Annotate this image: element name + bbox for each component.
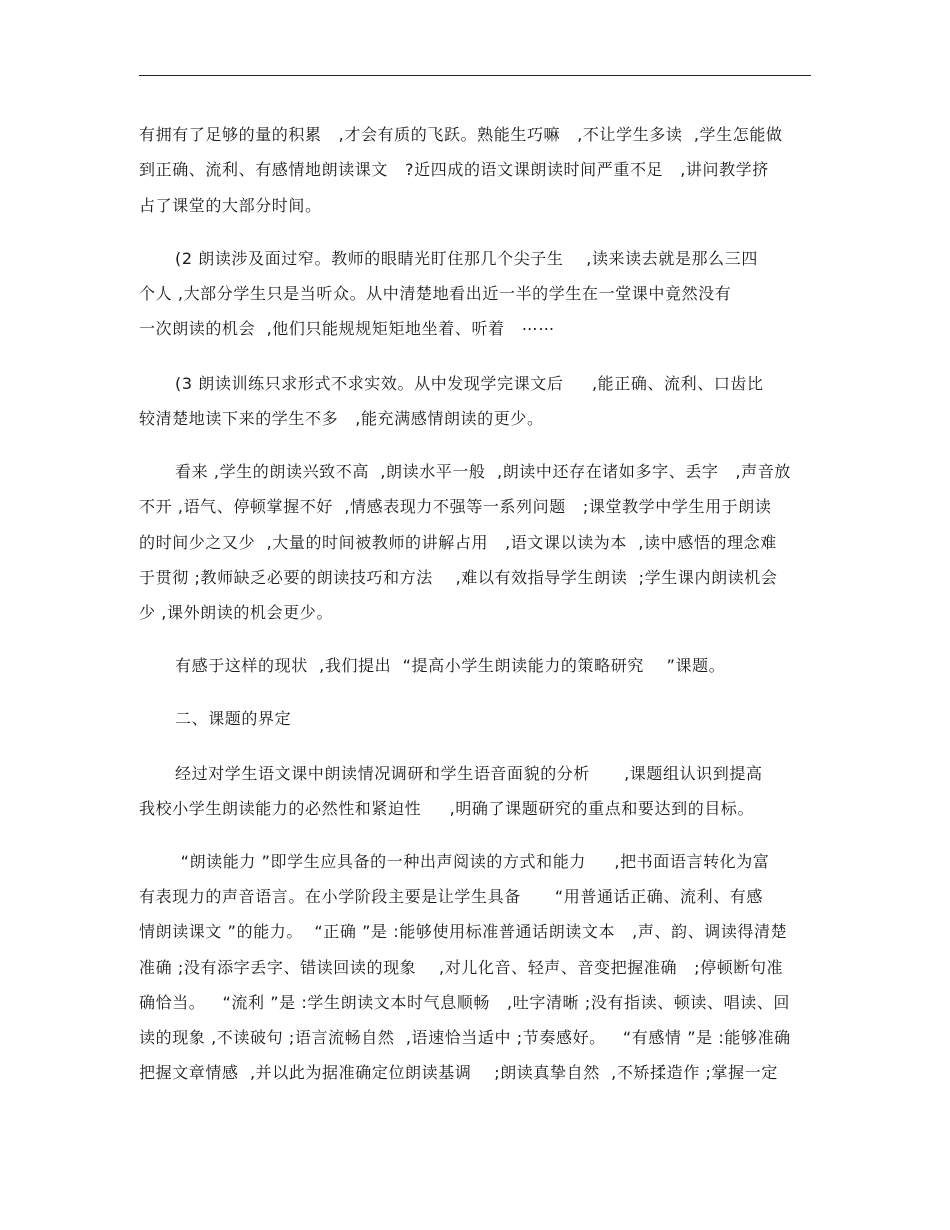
text-line: 确恰当。 “流利 ”是 :学生朗读文本时气息顺畅 ,吐字清晰 ;没有指读、顿读、唱读、回 <box>139 993 791 1012</box>
text-line: 把握文章情感 ,并以此为据准确定位朗读基调 ;朗读真挚自然 ,不矫揉造作 ;掌握一定 <box>139 1063 778 1082</box>
text-line: 一次朗读的机会 ,他们只能规规矩矩地坐着、听着 ⋯⋯ <box>139 319 555 338</box>
text-line: 个人 ,大部分学生只是当听众。从中清楚地看出近一半的学生在一堂课中竟然没有 <box>139 284 732 303</box>
text-line: 占了课堂的大部分时间。 <box>139 196 322 215</box>
text-line: 准确 ;没有添字丢字、错读回读的现象 ,对儿化音、轻声、音变把握准确 ;停顿断句准 <box>139 958 784 977</box>
text-line: 有表现力的声音语言。在小学阶段主要是让学生具备 “用普通话正确、流利、有感 <box>139 887 764 906</box>
section-heading-text: 二、课题的界定 <box>175 709 292 728</box>
text-line: (3 朗读训练只求形式不求实效。从中发现学完课文后 ,能正确、流利、口齿比 <box>175 374 764 393</box>
text-line: 不开 ,语气、停顿掌握不好 ,情感表现力不强等一系列问题 ;课堂教学中学生用于朗读 <box>139 497 772 516</box>
text-line: 我校小学生朗读能力的必然性和紧迫性 ,明确了课题研究的重点和要达到的目标。 <box>139 799 755 818</box>
text-line: “朗读能力 ”即学生应具备的一种出声阅读的方式和能力 ,把书面语言转化为富 <box>175 852 770 871</box>
text-line: 有拥有了足够的量的积累 ,才会有质的飞跃。熟能生巧嘛 ,不让学生多读 ,学生怎能做 <box>139 125 783 144</box>
text-line: 的时间少之又少 ,大量的时间被教师的讲解占用 ,语文课以读为本 ,读中感悟的理念难 <box>139 533 777 552</box>
text-line: 有感于这样的现状 ,我们提出 “提高小学生朗读能力的策略研究 ”课题。 <box>175 656 726 675</box>
header-rule <box>139 75 811 76</box>
text-line: 于贯彻 ;教师缺乏必要的朗读技巧和方法 ,难以有效指导学生朗读 ;学生课内朗读机会 <box>139 568 778 587</box>
text-line: 看来 ,学生的朗读兴致不高 ,朗读水平一般 ,朗读中还存在诸如多字、丢字 ,声音放 <box>175 462 792 481</box>
text-line: 经过对学生语文课中朗读情况调研和学生语音面貌的分析 ,课题组认识到提高 <box>175 764 763 783</box>
text-line: 到正确、流利、有感情地朗读课文 ?近四成的语文课朗读时间严重不足 ,讲问教学挤 <box>139 160 769 179</box>
text-line: 读的现象 ,不读破句 ;语言流畅自然 ,语速恰当适中 ;节奏感好。 “有感情 ”是 :能够准确 <box>139 1028 791 1047</box>
text-line: 情朗读课文 ”的能力。 “正确 ”是 :能够使用标准普通话朗读文本 ,声、韵、调读得清楚 <box>139 922 788 941</box>
text-line: (2 朗读涉及面过窄。教师的眼睛光盯住那几个尖子生 ,读来读去就是那么三四 <box>175 249 758 268</box>
text-line: 少 ,课外朗读的机会更少。 <box>139 603 333 622</box>
text-line: 较清楚地读下来的学生不多 ,能充满感情朗读的更少。 <box>139 409 544 428</box>
